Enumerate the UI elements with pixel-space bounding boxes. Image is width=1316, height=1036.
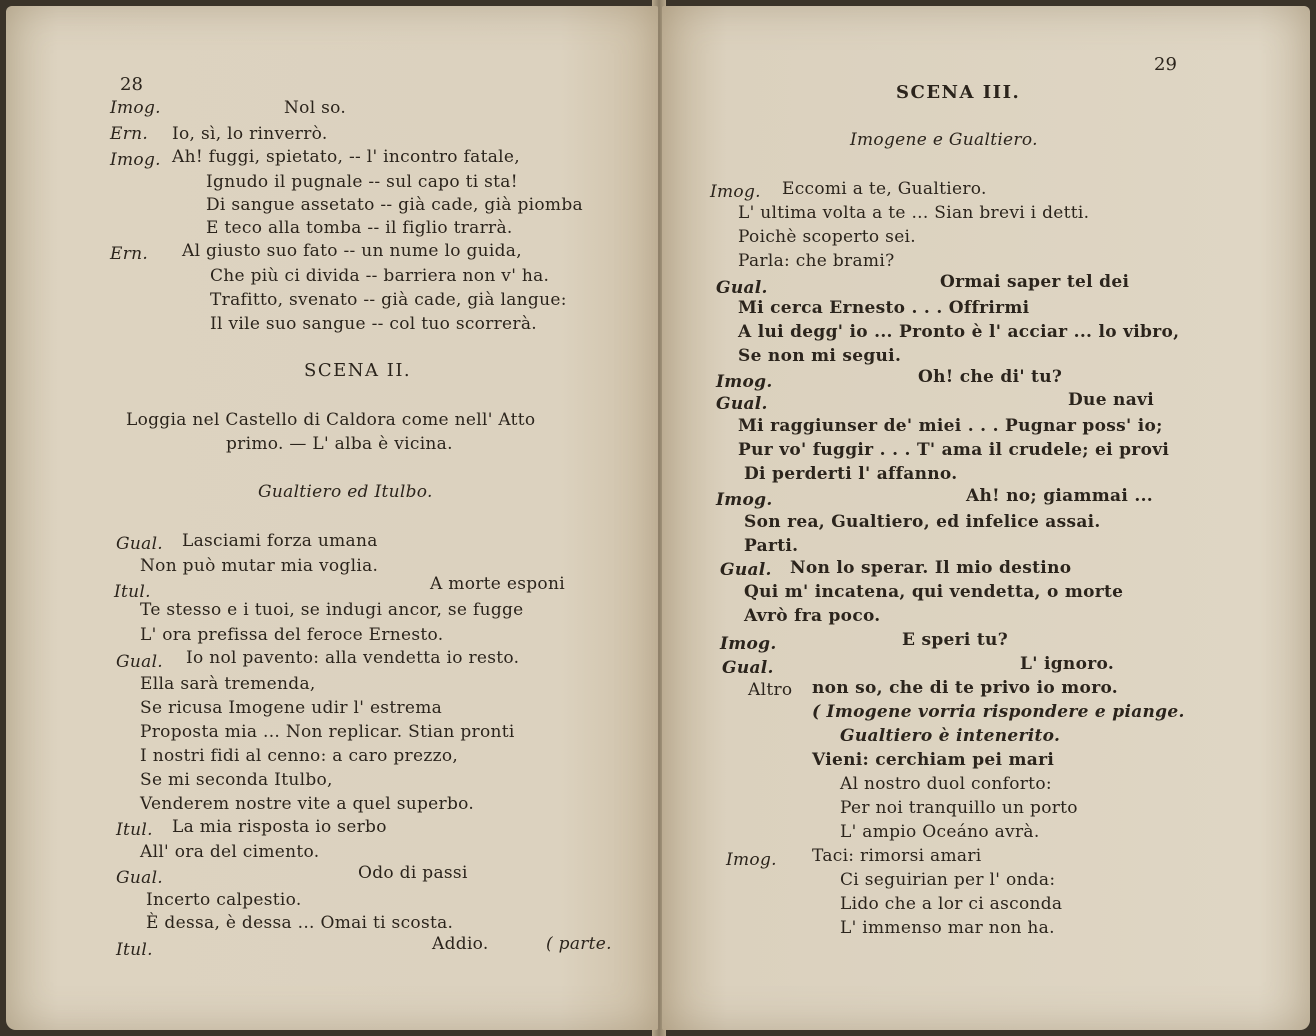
speaker-label: Gual. bbox=[116, 652, 164, 672]
verse-line: Oh! che di' tu? bbox=[918, 367, 1063, 387]
stage-direction: ( Imogene vorria rispondere e piange. bbox=[812, 702, 1185, 722]
verse-line: Avrò fra poco. bbox=[744, 606, 881, 626]
verse-line: non so, che di te privo io moro. bbox=[812, 678, 1119, 698]
verse-line: Parti. bbox=[744, 536, 799, 556]
verse-line: Son rea, Gualtiero, ed infelice assai. bbox=[744, 512, 1101, 532]
verse-line: Parla: che brami? bbox=[738, 251, 895, 271]
verse-line: Se mi seconda Itulbo, bbox=[140, 770, 333, 790]
speaker-label: Itul. bbox=[114, 582, 151, 602]
page-number: 28 bbox=[120, 74, 143, 95]
verse-line: La mia risposta io serbo bbox=[172, 817, 387, 837]
speaker-label: Gual. bbox=[722, 658, 774, 678]
scene-title: SCENA III. bbox=[896, 82, 1021, 103]
verse-line: Vieni: cerchiam pei mari bbox=[812, 750, 1055, 770]
verse-line: Poichè scoperto sei. bbox=[738, 227, 917, 247]
verse-line: Te stesso e i tuoi, se indugi ancor, se fugge bbox=[140, 600, 524, 620]
verse-line: A lui degg' io ... Pronto è l' acciar ... lo vibro, bbox=[738, 322, 1180, 342]
verse-line: E teco alla tomba -- il figlio trarrà. bbox=[206, 218, 513, 238]
scene-characters: Gualtiero ed Itulbo. bbox=[258, 482, 433, 502]
speaker-label: Itul. bbox=[116, 820, 153, 840]
verse-line: Che più ci divida -- barriera non v' ha. bbox=[210, 266, 550, 286]
verse-line: All' ora del cimento. bbox=[140, 842, 320, 862]
verse-line: Ormai saper tel dei bbox=[940, 272, 1130, 292]
verse-line: Di sangue assetato -- già cade, già piomba bbox=[206, 195, 583, 215]
speaker-label: Ern. bbox=[110, 244, 149, 264]
left-page bbox=[6, 6, 658, 1030]
verse-line: E speri tu? bbox=[902, 630, 1008, 650]
speaker-label: Itul. bbox=[116, 940, 153, 960]
verse-line: Due navi bbox=[1068, 390, 1154, 410]
stage-setting: Loggia nel Castello di Caldora come nell' Atto bbox=[126, 410, 536, 430]
verse-line: Io nol pavento: alla vendetta io resto. bbox=[186, 648, 520, 668]
verse-line: L' immenso mar non ha. bbox=[840, 918, 1055, 938]
speaker-label: Gual. bbox=[116, 534, 164, 554]
verse-line: Mi cerca Ernesto . . . Offrirmi bbox=[738, 298, 1030, 318]
speaker-label: Imog. bbox=[726, 850, 777, 870]
verse-line: Per noi tranquillo un porto bbox=[840, 798, 1078, 818]
stage-direction: Gualtiero è intenerito. bbox=[840, 726, 1061, 746]
verse-line: Non può mutar mia voglia. bbox=[140, 556, 379, 576]
verse-line: Mi raggiunser de' miei . . . Pugnar poss' io; bbox=[738, 416, 1163, 436]
verse-line: Al giusto suo fato -- un nume lo guida, bbox=[182, 241, 522, 261]
verse-line: L' ora prefissa del feroce Ernesto. bbox=[140, 625, 444, 645]
speaker-label: Imog. bbox=[716, 372, 773, 392]
verse-line: Di perderti l' affanno. bbox=[744, 464, 958, 484]
verse-line: L' ultima volta a te ... Sian brevi i detti. bbox=[738, 203, 1090, 223]
verse-line: Ella sarà tremenda, bbox=[140, 674, 316, 694]
speaker-label: Gual. bbox=[716, 394, 768, 414]
verse-line: Odo di passi bbox=[358, 863, 468, 883]
page-number: 29 bbox=[1154, 54, 1177, 75]
speaker-label: Gual. bbox=[116, 868, 164, 888]
verse-line: L' ampio Oceáno avrà. bbox=[840, 822, 1040, 842]
speaker-label: Imog. bbox=[710, 182, 761, 202]
speaker-label: Gual. bbox=[716, 278, 768, 298]
verse-line: Ah! no; giammai ... bbox=[966, 486, 1154, 506]
verse-line: Venderem nostre vite a quel superbo. bbox=[140, 794, 475, 814]
speaker-label: Imog. bbox=[720, 634, 777, 654]
verse-line: Se non mi segui. bbox=[738, 346, 902, 366]
verse-line: Io, sì, lo rinverrò. bbox=[172, 124, 328, 144]
verse-line: Lido che a lor ci asconda bbox=[840, 894, 1063, 914]
speaker-label: Imog. bbox=[110, 150, 161, 170]
verse-line: I nostri fidi al cenno: a caro prezzo, bbox=[140, 746, 459, 766]
verse-line: Il vile suo sangue -- col tuo scorrerà. bbox=[210, 314, 537, 334]
right-page bbox=[662, 6, 1310, 1030]
verse-line: Al nostro duol conforto: bbox=[840, 774, 1052, 794]
verse-line: Qui m' incatena, qui vendetta, o morte bbox=[744, 582, 1124, 602]
verse-line: Eccomi a te, Gualtiero. bbox=[782, 179, 987, 199]
speaker-label: Gual. bbox=[720, 560, 772, 580]
verse-line: Proposta mia ... Non replicar. Stian pronti bbox=[140, 722, 515, 742]
verse-line: È dessa, è dessa ... Omai ti scosta. bbox=[146, 913, 454, 933]
verse-line: Non lo sperar. Il mio destino bbox=[790, 558, 1072, 578]
verse-line: Ignudo il pugnale -- sul capo ti sta! bbox=[206, 172, 518, 192]
verse-line: Altro bbox=[748, 680, 793, 700]
speaker-label: Ern. bbox=[110, 124, 149, 144]
verse-line: A morte esponi bbox=[430, 574, 565, 594]
scene-characters: Imogene e Gualtiero. bbox=[850, 130, 1038, 150]
verse-line: Taci: rimorsi amari bbox=[812, 846, 982, 866]
verse-line: Ah! fuggi, spietato, -- l' incontro fatale, bbox=[172, 147, 520, 167]
verse-line: Se ricusa Imogene udir l' estrema bbox=[140, 698, 443, 718]
stage-setting: primo. — L' alba è vicina. bbox=[226, 434, 453, 454]
verse-line: Trafitto, svenato -- già cade, già langue: bbox=[210, 290, 567, 310]
stage-direction: ( parte. bbox=[546, 934, 612, 954]
speaker-label: Imog. bbox=[716, 490, 773, 510]
verse-line: Lasciami forza umana bbox=[182, 531, 378, 551]
verse-line: Incerto calpestio. bbox=[146, 890, 302, 910]
verse-line: Pur vo' fuggir . . . T' ama il crudele; ei provi bbox=[738, 440, 1170, 460]
verse-line: Ci seguirian per l' onda: bbox=[840, 870, 1056, 890]
verse-line: L' ignoro. bbox=[1020, 654, 1115, 674]
verse-line: Nol so. bbox=[284, 98, 347, 118]
scene-title: SCENA II. bbox=[304, 360, 412, 381]
speaker-label: Imog. bbox=[110, 98, 161, 118]
verse-line: Addio. bbox=[432, 934, 489, 954]
